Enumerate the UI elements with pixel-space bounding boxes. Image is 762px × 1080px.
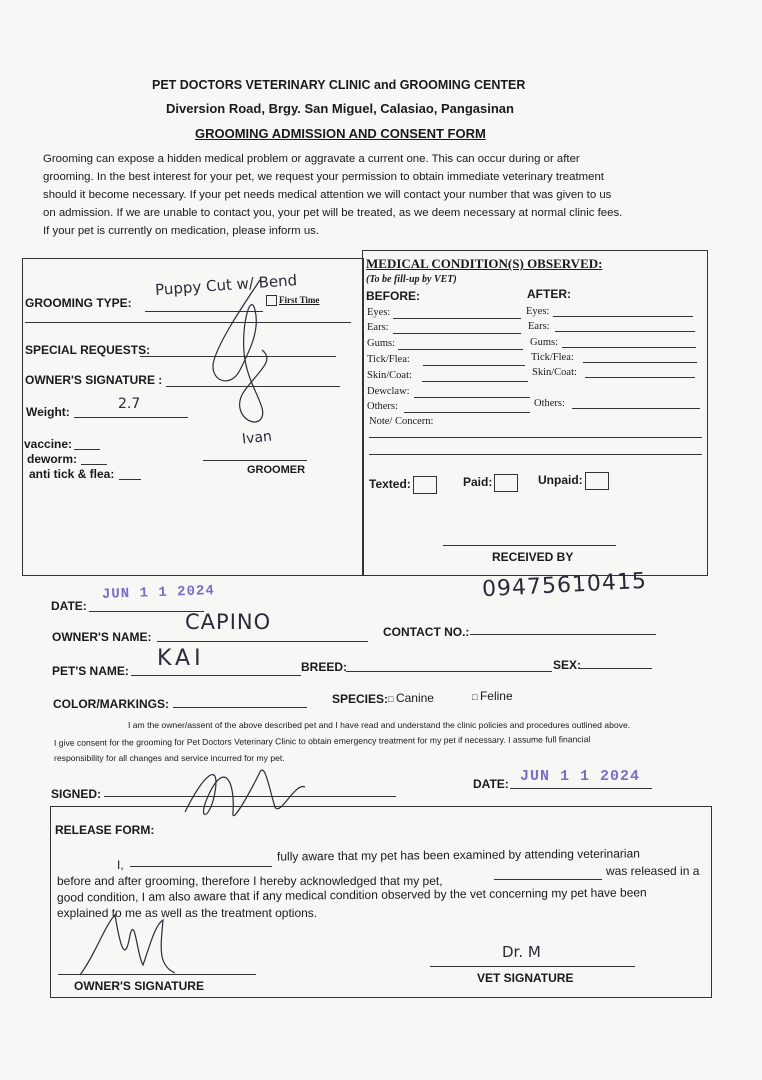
before-eyes-field[interactable]	[393, 318, 521, 319]
signed-date-stamp: JUN 1 1 2024	[520, 768, 641, 785]
anti-tick-label: anti tick & flea:	[29, 467, 115, 481]
grooming-type-extra-line	[25, 322, 351, 323]
contact-label: CONTACT NO.:	[383, 625, 470, 639]
intro-line: should it become necessary. If your pet needs medical attention we will contact your number that was given to us	[43, 189, 612, 201]
owner-signature-scribble	[200, 270, 290, 430]
date-label: DATE:	[51, 599, 87, 613]
weight-label: Weight:	[26, 405, 70, 419]
before-label: BEFORE:	[366, 289, 420, 303]
before-gums-label: Gums:	[367, 338, 396, 349]
received-by-label: RECEIVED BY	[492, 550, 574, 564]
before-dewclaw-label: Dewclaw:	[367, 386, 410, 397]
grooming-type-label: GROOMING TYPE:	[25, 296, 132, 310]
signed-date-field[interactable]	[510, 788, 652, 789]
checkbox-icon: □	[472, 692, 480, 702]
checkbox-icon	[585, 472, 609, 490]
owner-name-field[interactable]	[157, 641, 368, 642]
canine-label: Canine	[395, 691, 434, 705]
paid-checkbox[interactable]	[463, 474, 518, 492]
clinic-address: Diversion Road, Brgy. San Miguel, Calasiao, Pangasinan	[166, 101, 514, 116]
intro-line: Grooming can expose a hidden medical problem or aggravate a current one. This can occur during or after	[43, 153, 580, 165]
after-others-label: Others:	[534, 398, 565, 409]
before-dewclaw-field[interactable]	[414, 397, 530, 398]
before-tick-field[interactable]	[423, 365, 525, 366]
medical-title: MEDICAL CONDITION(S) OBSERVED:	[366, 256, 603, 271]
medical-subtitle: (To be fill-up by VET)	[366, 274, 457, 285]
signed-label: SIGNED:	[51, 787, 102, 801]
before-skin-label: Skin/Coat:	[367, 370, 412, 381]
sex-label: SEX:	[553, 658, 582, 672]
color-markings-label: COLOR/MARKINGS:	[53, 697, 169, 711]
weight-field[interactable]	[74, 417, 188, 418]
consent-line: responsibility for all changes and service incurred for my pet.	[54, 753, 285, 763]
after-skin-label: Skin/Coat:	[532, 367, 577, 378]
special-requests-label: SPECIAL REQUESTS:	[25, 343, 151, 357]
vet-signature-field[interactable]	[430, 966, 635, 967]
pet-name-value: KAI	[157, 646, 205, 671]
sex-field[interactable]	[580, 668, 652, 669]
breed-field[interactable]	[346, 671, 552, 672]
release-name-field[interactable]	[130, 866, 272, 867]
groomer-value: Ivan	[241, 428, 273, 448]
groomer-label: GROOMER	[247, 464, 306, 476]
checkbox-icon	[413, 476, 437, 494]
anti-tick-field[interactable]	[119, 479, 141, 480]
breed-label: BREED:	[301, 660, 348, 674]
before-others-label: Others:	[367, 401, 398, 412]
species-label: SPECIES:	[332, 692, 389, 706]
after-eyes-field[interactable]	[553, 316, 693, 317]
vet-signature-value: Dr. M	[502, 943, 541, 961]
note-label: Note/ Concern:	[369, 416, 434, 427]
after-gums-label: Gums:	[530, 337, 559, 348]
after-ears-field[interactable]	[555, 331, 695, 332]
owner-name-label: OWNER'S NAME:	[52, 630, 152, 644]
owner-signature-label: OWNER'S SIGNATURE :	[25, 373, 163, 387]
release-line3: good condition, I am also aware that if any medical condition observed by the vet concerning my pet have been	[56, 885, 647, 905]
vaccine-field[interactable]	[74, 449, 100, 450]
intro-line: on admission. If we are unable to contact you, your pet will be treated, as we deem necessary at normal clinic fees.	[43, 207, 623, 219]
note-field-1[interactable]	[369, 437, 702, 438]
after-label: AFTER:	[527, 287, 571, 301]
signed-date-label: DATE:	[473, 777, 509, 791]
canine-checkbox[interactable]	[388, 691, 434, 705]
owner-name-value: CAPINO	[185, 610, 272, 634]
pet-name-field[interactable]	[131, 675, 301, 676]
groomer-signature-field[interactable]	[203, 460, 307, 461]
release-title: RELEASE FORM:	[55, 823, 155, 837]
vaccine-label: vaccine:	[24, 437, 73, 451]
intro-line: grooming. In the best interest for your pet, we request your permission to obtain immediate veterinary treatment	[43, 171, 604, 183]
vet-signature-label: VET SIGNATURE	[477, 971, 574, 985]
form-title: GROOMING ADMISSION AND CONSENT FORM	[195, 126, 486, 141]
pet-name-label: PET'S NAME:	[52, 664, 129, 678]
after-tick-label: Tick/Flea:	[531, 352, 574, 363]
after-skin-field[interactable]	[585, 377, 695, 378]
before-skin-field[interactable]	[422, 381, 528, 382]
after-others-field[interactable]	[572, 408, 700, 409]
after-ears-label: Ears:	[528, 321, 550, 332]
consent-line: I am the owner/assent of the above described pet and I have read and understand the clinic policies and procedures outlined above.	[128, 720, 631, 730]
deworm-label: deworm:	[27, 452, 78, 466]
color-markings-field[interactable]	[173, 707, 307, 708]
before-ears-label: Ears:	[367, 322, 389, 333]
feline-label: Feline	[479, 689, 513, 703]
before-gums-field[interactable]	[398, 349, 523, 350]
release-line1-start: I,	[117, 858, 124, 872]
release-owner-scribble	[75, 905, 185, 985]
received-by-field[interactable]	[443, 545, 616, 546]
after-tick-field[interactable]	[583, 362, 697, 363]
unpaid-label: Unpaid:	[538, 473, 583, 488]
grooming-type-value: Puppy Cut w/ Bend	[154, 271, 298, 299]
before-ears-field[interactable]	[393, 333, 521, 334]
before-tick-label: Tick/Flea:	[367, 354, 410, 365]
texted-checkbox[interactable]	[369, 476, 437, 494]
first-time-label: First Time	[279, 295, 320, 305]
unpaid-checkbox[interactable]	[538, 472, 609, 490]
texted-label: Texted:	[369, 477, 411, 492]
after-gums-field[interactable]	[562, 347, 696, 348]
release-line2-start: before and after grooming, therefore I hereby acknowledged that my pet,	[57, 874, 443, 888]
after-eyes-label: Eyes:	[526, 306, 550, 317]
deworm-field[interactable]	[81, 464, 107, 465]
checkbox-icon	[494, 474, 518, 492]
before-eyes-label: Eyes:	[367, 307, 391, 318]
feline-checkbox[interactable]	[472, 689, 513, 703]
date-stamp: JUN 1 1 2024	[101, 583, 216, 603]
release-line4: explained to me as well as the treatment options.	[57, 906, 318, 920]
paid-label: Paid:	[463, 475, 493, 490]
before-others-field[interactable]	[404, 412, 530, 413]
clinic-name: PET DOCTORS VETERINARY CLINIC and GROOMING CENTER	[152, 78, 526, 92]
consent-line: I give consent for the grooming for Pet Doctors Veterinary Clinic to obtain emergency treatment for my pet if necessary. I assume full financial	[53, 734, 591, 748]
weight-value: 2.7	[118, 396, 141, 412]
intro-line: If your pet is currently on medication, please inform us.	[43, 225, 320, 237]
release-pet-field[interactable]	[494, 879, 602, 880]
release-owner-signature-label: OWNER'S SIGNATURE	[74, 979, 204, 993]
note-field-2[interactable]	[369, 454, 702, 455]
release-line2-end: was released in a	[606, 864, 700, 878]
checkbox-icon: □	[388, 694, 396, 704]
release-line1-end: fully aware that my pet has been examined by attending veterinarian	[276, 846, 640, 864]
contact-field[interactable]	[470, 634, 656, 635]
contact-value: 09475610415	[481, 568, 648, 603]
intro-paragraph	[43, 150, 653, 240]
